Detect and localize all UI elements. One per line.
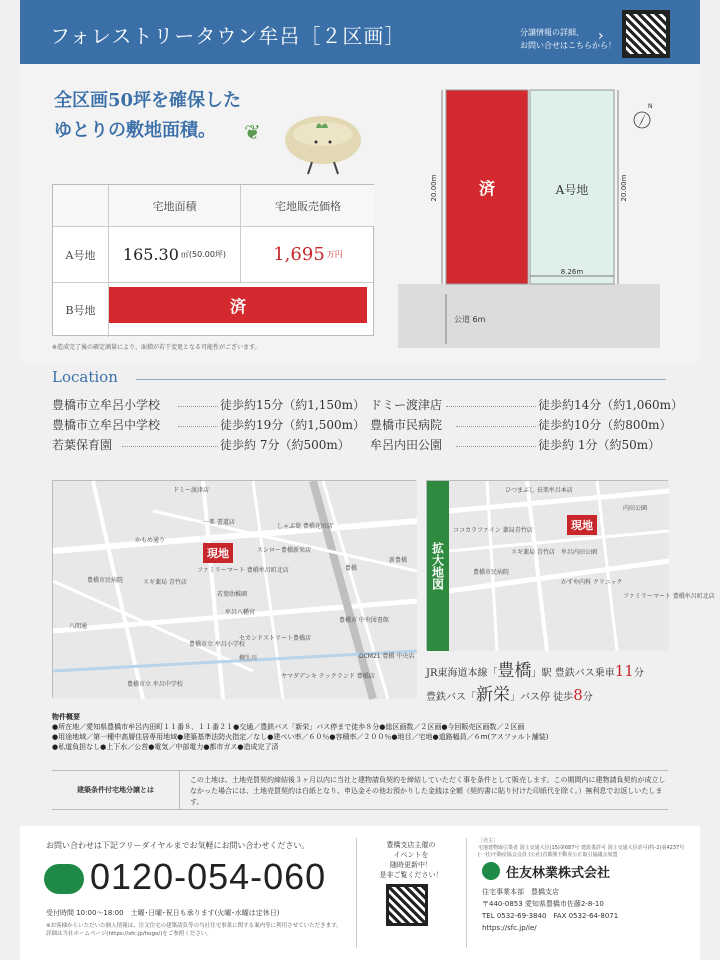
qr-code-icon[interactable] <box>622 10 670 58</box>
leaf-icon: ❦ <box>244 120 261 144</box>
lot-a-label: A号地 <box>53 227 109 282</box>
detail-map[interactable]: 拡大地図 現地 ひつまぶし 長楽牟呂本店 ココカラファイン 薬局青竹店 スギ薬局 青竹店 豊橋市民病院 牟呂内田公園 かすや内科 クリニック ファミリーマート 豊橋牟呂町北店 内田公園 <box>426 480 668 650</box>
table-row <box>53 283 373 337</box>
plot-lot-a-label: A号地 <box>555 183 589 197</box>
site-marker: 現地 <box>567 515 597 535</box>
catch-copy: 全区画50坪を確保した ゆとりの敷地面積。 <box>54 90 242 141</box>
plot-diagram <box>398 78 660 348</box>
access-line-1: JR東海道本線「豊橋」駅 豊鉄バス乗車11分 <box>426 661 644 681</box>
col-area-header: 宅地面積 <box>109 185 241 226</box>
license-info: ［売主］ 宅地建物取引業者 国土交通大臣(15)第687号 建設業許可 国土交通大臣許可(特-2)第4237号 (一社)不動産協会会員 (公社)首都圏不動産公正取引協議会加盟 <box>478 838 685 858</box>
svg-text:N: N <box>648 103 653 110</box>
location-title: Location <box>52 368 118 386</box>
arrow-right-icon: › <box>598 28 604 44</box>
company-address: 住宅事業本部 豊橋支店 〒440-0853 愛知県豊橋市佐藤2-8-10 TEL 0532-69-3840 FAX 0532-64-8071 https://sfc.jp/ie/ <box>482 888 619 932</box>
lot-a-price: 1,695 万円 <box>273 244 343 265</box>
divider <box>466 838 467 948</box>
table-row <box>53 227 373 283</box>
north-arrow-icon <box>634 103 653 128</box>
lot-b-sold-badge: 済 <box>109 287 367 323</box>
contact-prompt: お問い合わせは下記フリーダイヤルまでお気軽にお問い合わせください。 <box>46 841 310 850</box>
plot-width-label: 8.26m <box>560 268 584 276</box>
site-marker: 現地 <box>203 543 233 563</box>
event-note: 豊橋支店主催の イベントを 随時更新中！ 是非ご覧ください！ <box>379 841 443 879</box>
mascot-illustration <box>282 106 364 176</box>
company-logo-icon <box>482 862 500 880</box>
road-label: 公道 6m <box>454 315 486 324</box>
page-title: フォレストリータウン牟呂［２区画］ <box>50 24 406 48</box>
phone-number[interactable]: 0120-054-060 <box>90 856 327 897</box>
plot-height-label-left: 20.00m <box>430 174 438 202</box>
header-bar <box>20 0 700 64</box>
privacy-note: ※お客様からいただいた個人情報は、注文住宅の建築請負等の当社住宅事業に関する案内等に利用させていただきます。 詳細は当社ホームページ(https://sfc.jp/hogo/)をご参照ください。 <box>46 923 342 937</box>
lot-section <box>20 64 700 364</box>
list-item: 豊橋市民病院 徒歩約10分（約800m） <box>370 418 672 432</box>
enlarged-map-tag: 拡大地図 <box>427 481 449 651</box>
company-name: 住友林業株式会社 <box>506 866 611 881</box>
table-header-row <box>53 185 373 227</box>
area-map[interactable]: 現地 ドミー渡津店 一峯 書道店 しゃぶ葉 豊橋花田店 スシロー豊橋新栄店 ファミリーマート 豊橋牟呂町北店 若葉幼稚園 牟呂八幡宮 豊橋市民病院 スギ薬局 青竹店 セカンドストリート豊橋店 豊橋市立 牟呂小学校 豊橋市立 牟呂中学校 豊橋市 中央図書館 DCM21 豊橋 中央店 ヤマダデンキ テックランド 豊橋店 豊橋 新豊橋 かもめ通り 八間通 柳生川 <box>52 480 416 698</box>
condition-label: 建築条件付宅地分譲とは <box>52 771 180 809</box>
table-note: ※造成完了後の確定測量により、面積が若干変更となる可能性がございます。 <box>52 344 261 351</box>
condition-text: この土地は、土地売買契約締結後３ヶ月以内に当社と建物請負契約を締結していただく事を条件として販売します。この期間内に建物請負契約が成立しなかった場合には、土地売買契約は白紙となり、申込金その他お預かりした金銭は全額（契約書に貼り付けた印紙代を除く。）無利息でお返しいたします。 <box>190 776 666 806</box>
divider <box>356 838 357 948</box>
plot-sold-label: 済 <box>478 179 496 198</box>
location-list-right <box>370 396 684 456</box>
lot-table <box>52 184 374 336</box>
list-item: ドミー渡津店 徒歩約14分（約1,060m） <box>370 398 684 412</box>
access-line-2: 豊鉄バス「新栄」バス停 徒歩8分 <box>426 685 593 705</box>
list-item: 豊橋市立牟呂小学校 徒歩約15分（約1,150m） <box>52 398 366 412</box>
free-dial-icon <box>44 864 84 894</box>
list-item: 牟呂内田公園 徒歩約 1分（約50m） <box>370 438 661 452</box>
lot-b-label: B号地 <box>53 283 109 337</box>
plot-height-label-right: 20.00m <box>620 174 628 202</box>
lot-a-area: 165.30 ㎡(50.00坪) <box>109 227 241 282</box>
business-hours: 受付時間 10:00～18:00 土曜･日曜･祝日も承ります(火曜･水曜は定休日) <box>46 909 280 917</box>
location-list-left <box>52 396 366 456</box>
footer <box>20 826 700 960</box>
list-item: 豊橋市立牟呂中学校 徒歩約19分（約1,500m） <box>52 418 366 432</box>
col-price-header: 宅地販売価格 <box>241 185 375 226</box>
event-qr-code-icon[interactable] <box>386 884 428 926</box>
location-divider <box>136 379 666 380</box>
list-item: 若葉保育園 徒歩約 7分（約500m） <box>52 438 350 452</box>
condition-box <box>52 770 668 810</box>
property-overview: 物件概要 ●所在地／愛知県豊橋市牟呂内田町１１番８、１１番２１●交通／豊鉄バス「新栄」バス停まで徒歩８分●総区画数／２区画●今回販売区画数／２区画 ●用途地域／第一種中高層住居専用地域●建築基準法防火指定／なし●建ぺい率／６０％●容積率／２００％●地目／宅地●道路幅員／６m(アスファルト舗装) ●私道負担なし●上下水／公営●電気／中部電力●都市ガス●造成完了済 <box>52 713 549 751</box>
header-note: 分譲情報の詳細、 お問い合せはこちらから！ <box>520 28 616 50</box>
